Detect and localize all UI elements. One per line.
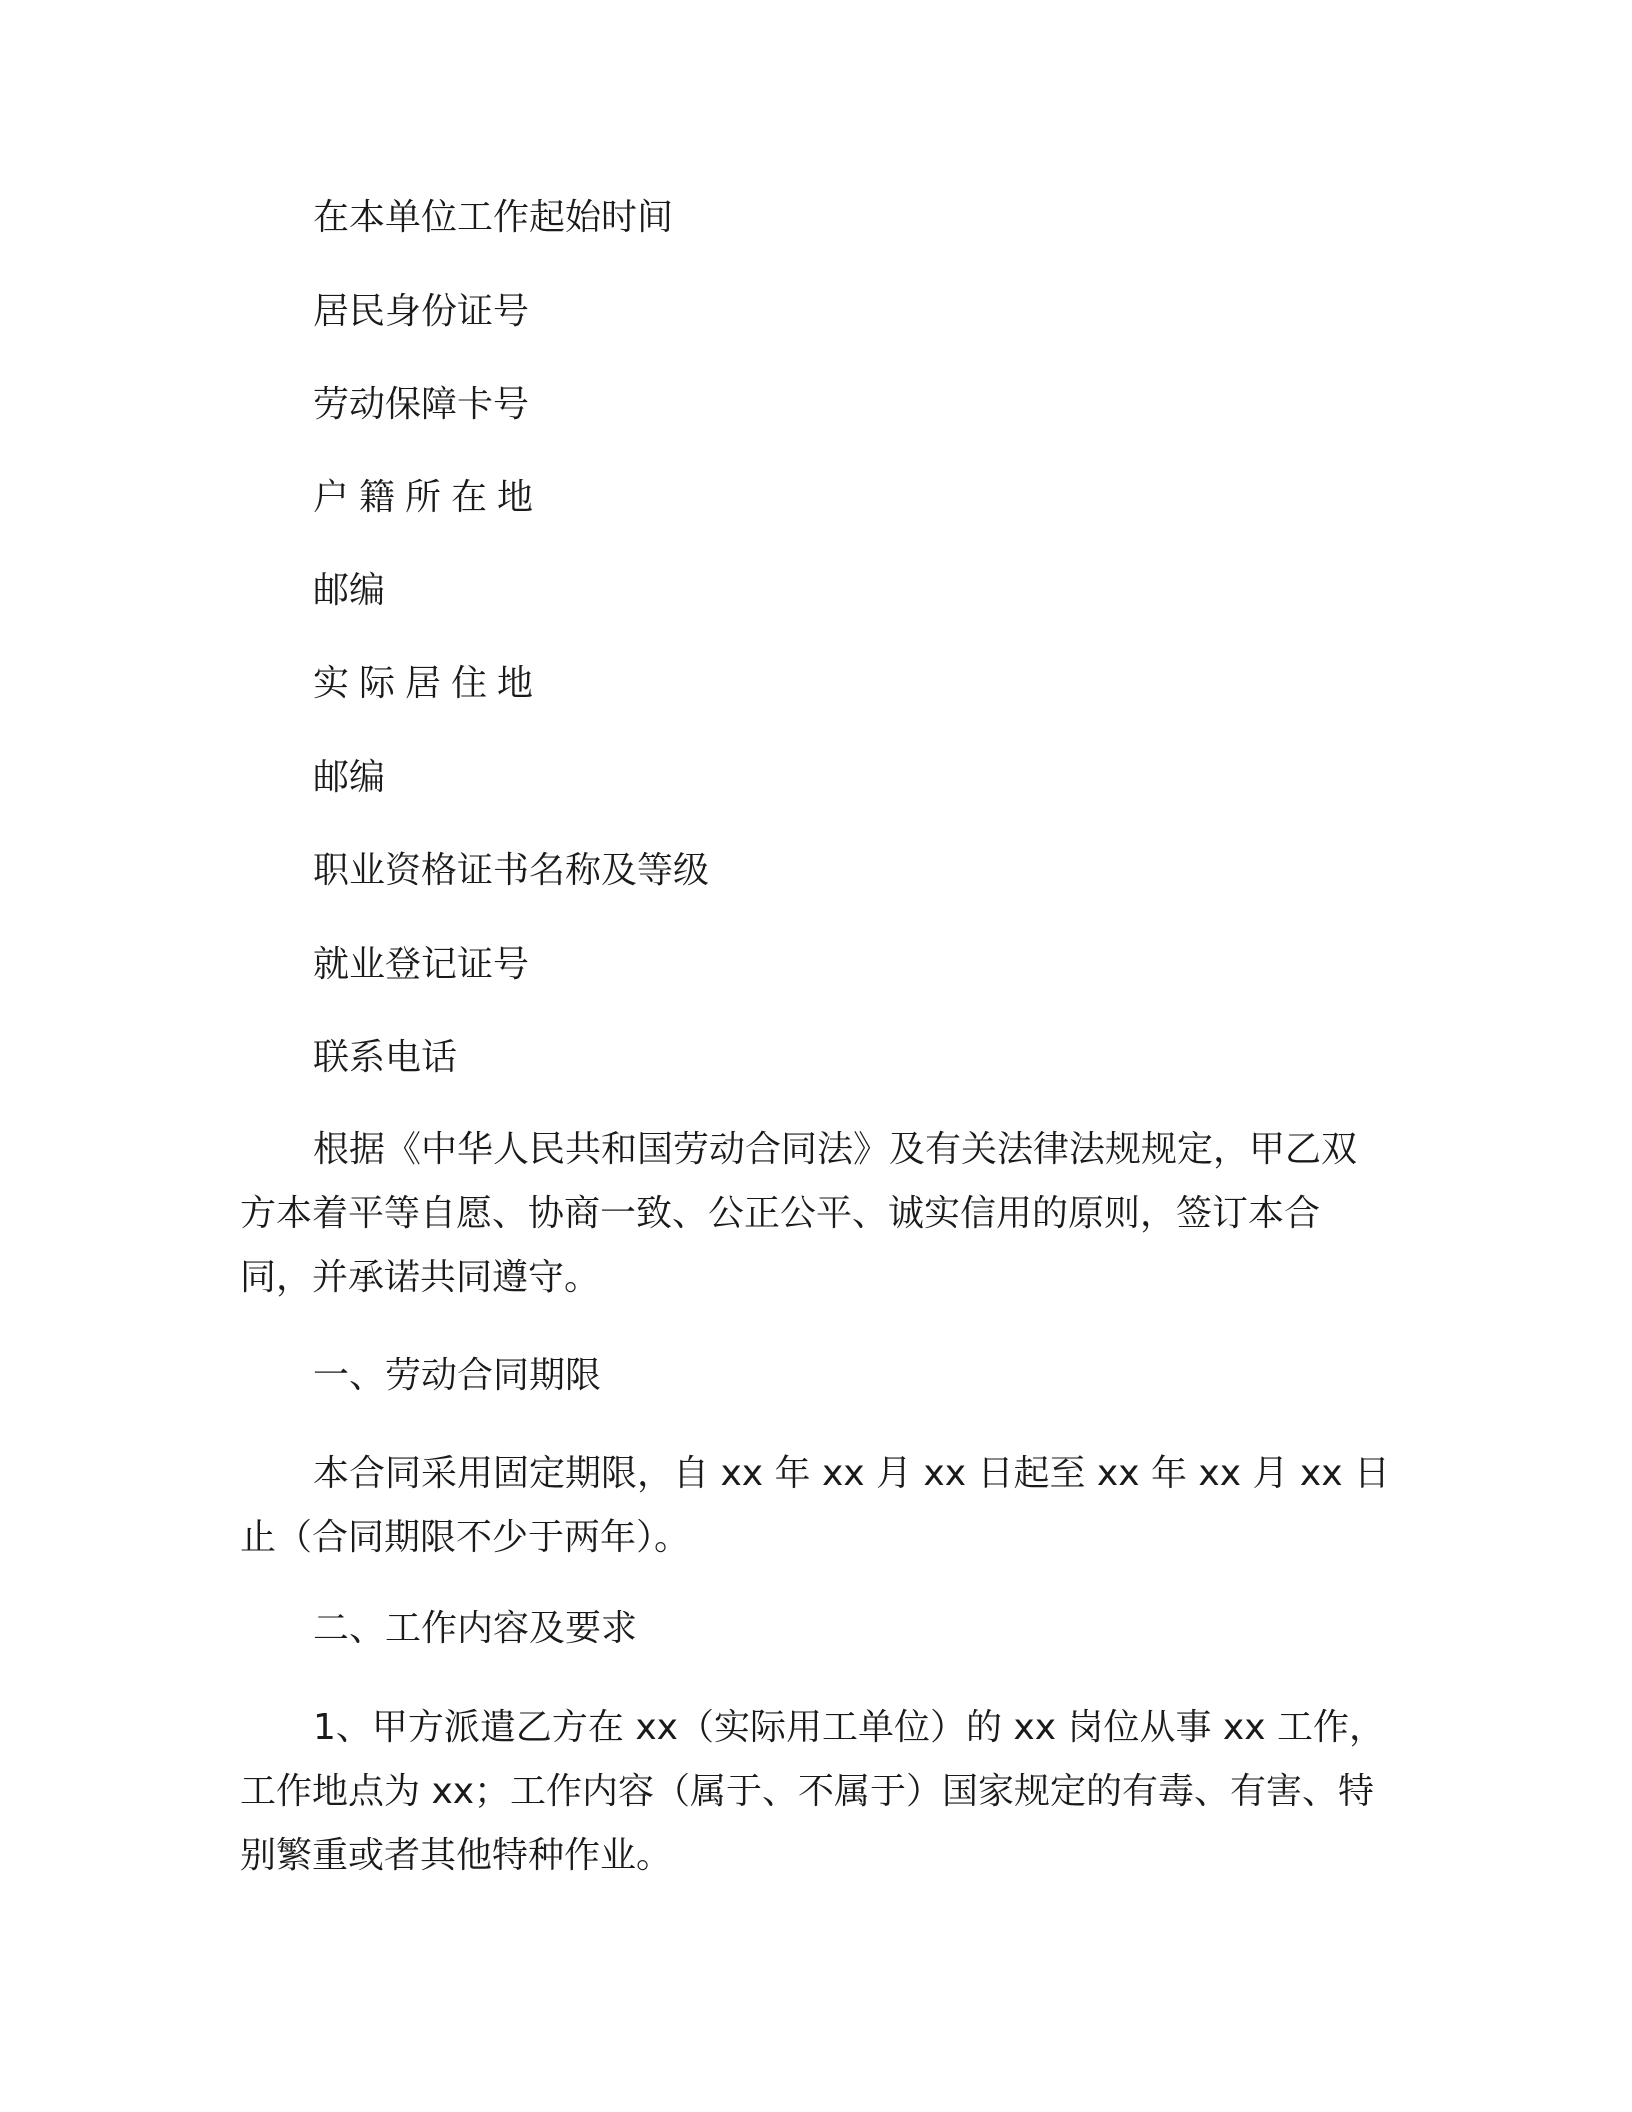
field-postcode-1: 邮编 <box>313 570 386 611</box>
field-phone: 联系电话 <box>313 1037 458 1078</box>
field-employment-registration: 就业登记证号 <box>313 944 530 985</box>
field-id-number: 居民身份证号 <box>313 291 530 332</box>
intro-paragraph: 根据《中华人民共和国劳动合同法》及有关法律法规规定，甲乙双方本着平等自愿、协商一致、公正公平、诚实信用的原则，签订本合同，并承诺共同遵守。 <box>240 1129 1358 1298</box>
field-start-time: 在本单位工作起始时间 <box>313 197 674 238</box>
section-2-item-1: 1、甲方派遣乙方在 xx（实际用工单位）的 xx 岗位从事 xx 工作，工作地点为 xx；工作内容（属于、不属于）国家规定的有毒、有害、特别繁重或者其他特种作业。 <box>240 1707 1385 1876</box>
section-1-heading: 一、劳动合同期限 <box>313 1355 602 1396</box>
field-actual-residence: 实际居住地 <box>313 663 544 704</box>
field-labor-card: 劳动保障卡号 <box>313 384 530 425</box>
field-qualification: 职业资格证书名称及等级 <box>313 850 710 891</box>
section-2-heading: 二、工作内容及要求 <box>313 1608 638 1649</box>
section-1-body: 本合同采用固定期限，自 xx 年 xx 月 xx 日起至 xx 年 xx 月 xx 日止（合同期限不少于两年）。 <box>240 1453 1390 1558</box>
field-postcode-2: 邮编 <box>313 757 386 798</box>
field-household-location: 户籍所在地 <box>313 477 544 518</box>
